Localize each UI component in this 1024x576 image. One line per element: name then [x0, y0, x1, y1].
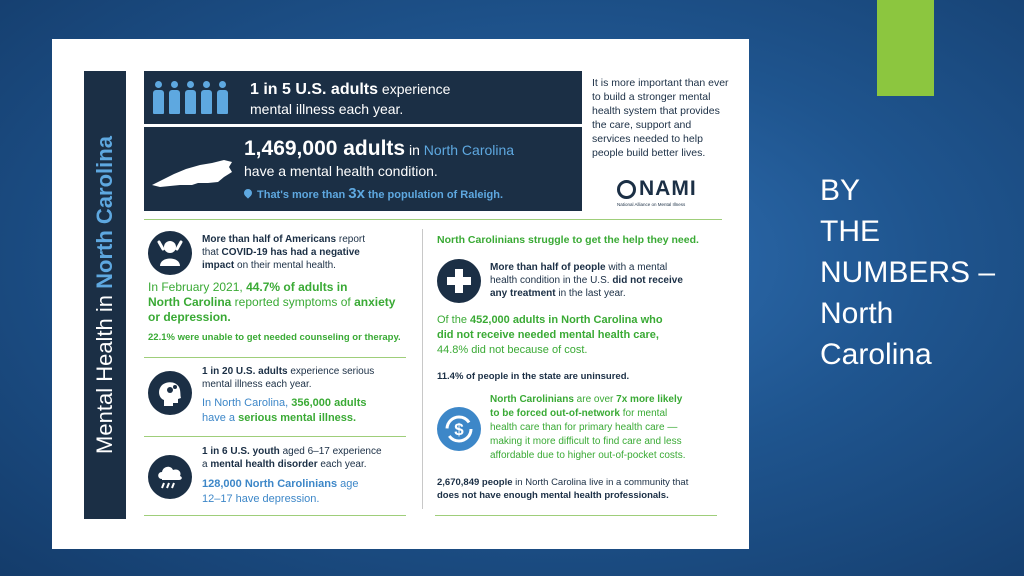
stat1-line1: 1 in 5 U.S. adults experience	[250, 81, 451, 98]
divider	[435, 515, 717, 516]
out-of-network-text: North Carolinians are over 7x more likely to be forced out-of-network for mental health care than for primary health care — making it more difficult to find care and less affordable due to higher out-of-pocket costs.	[490, 394, 686, 461]
vertical-title-bar	[84, 71, 126, 519]
title-line: BY	[820, 174, 861, 207]
stat2-line2: have a mental health condition.	[244, 163, 438, 179]
covid-text: More than half of Americans report that COVID-19 has had a negative impact on their mental health.	[202, 234, 366, 271]
svg-text:$: $	[454, 420, 464, 439]
counseling-stat: 22.1% were unable to get needed counseling or therapy.	[148, 332, 401, 343]
vertical-title-state: North Carolina	[92, 136, 117, 289]
stat-banner-adults	[144, 71, 582, 124]
slide-title	[820, 170, 1020, 375]
february-stat: In February 2021, 44.7% of adults in North Carolina reported symptoms of anxiety or depression.	[148, 280, 396, 324]
stat2-line1: 1,469,000 adults in North Carolina	[244, 137, 515, 160]
nami-statement: It is more important than ever to build a stronger mental health system that provides the care, support and services needed to help people build better lives.	[592, 77, 729, 159]
divider	[144, 357, 406, 358]
divider	[422, 229, 423, 509]
nami-logo	[617, 177, 697, 207]
divider	[144, 515, 406, 516]
uninsured-stat: 11.4% of people in the state are uninsured.	[437, 371, 630, 382]
stressed-person-icon	[148, 231, 192, 275]
nami-subtitle: National Alliance on Mental Illness	[617, 202, 686, 207]
stat-banner-nc	[144, 127, 582, 211]
title-line: THE	[820, 215, 880, 248]
location-pin-icon	[242, 187, 253, 198]
serious-illness-text: 1 in 20 U.S. adults experience serious mental illness each year.	[202, 366, 375, 390]
accent-bar	[877, 0, 934, 96]
right-heading: North Carolinians struggle to get the help they need.	[437, 234, 699, 246]
nc-youth-stat: 128,000 North Carolinians age 12–17 have depression.	[202, 478, 359, 505]
treatment-text: More than half of people with a mental health condition in the U.S. did not receive any treatment in the last year.	[490, 262, 683, 299]
community-stat: 2,670,849 people in North Carolina live in a community that does not have enough mental health professionals.	[437, 477, 689, 501]
north-carolina-map-icon	[150, 157, 234, 189]
youth-text: 1 in 6 U.S. youth aged 6–17 experience a mental health disorder each year.	[202, 446, 382, 470]
title-line: North	[820, 297, 894, 330]
title-line: NUMBERS –	[820, 256, 996, 289]
title-line: Carolina	[820, 338, 932, 371]
infographic-image	[52, 39, 749, 549]
divider	[144, 219, 722, 220]
vertical-title	[92, 136, 118, 454]
head-gears-icon	[148, 371, 192, 415]
stat2-line3: That's more than 3x the population of Raleigh.	[244, 185, 503, 202]
people-icon	[152, 81, 229, 114]
divider	[144, 436, 406, 437]
nc-serious-stat: In North Carolina, 356,000 adults have a serious mental illness.	[202, 397, 367, 424]
dollar-cycle-icon	[437, 407, 481, 451]
stat1-line2: mental illness each year.	[250, 101, 404, 117]
nami-wordmark: NAMI	[639, 177, 697, 200]
nami-emblem-icon	[617, 180, 636, 199]
cost-stat: Of the 452,000 adults in North Carolina who did not receive needed mental health care, 44.8% did not because of cost.	[437, 314, 663, 356]
storm-cloud-icon	[148, 455, 192, 499]
medical-cross-icon	[437, 259, 481, 303]
vertical-title-prefix: Mental Health in	[92, 288, 117, 454]
